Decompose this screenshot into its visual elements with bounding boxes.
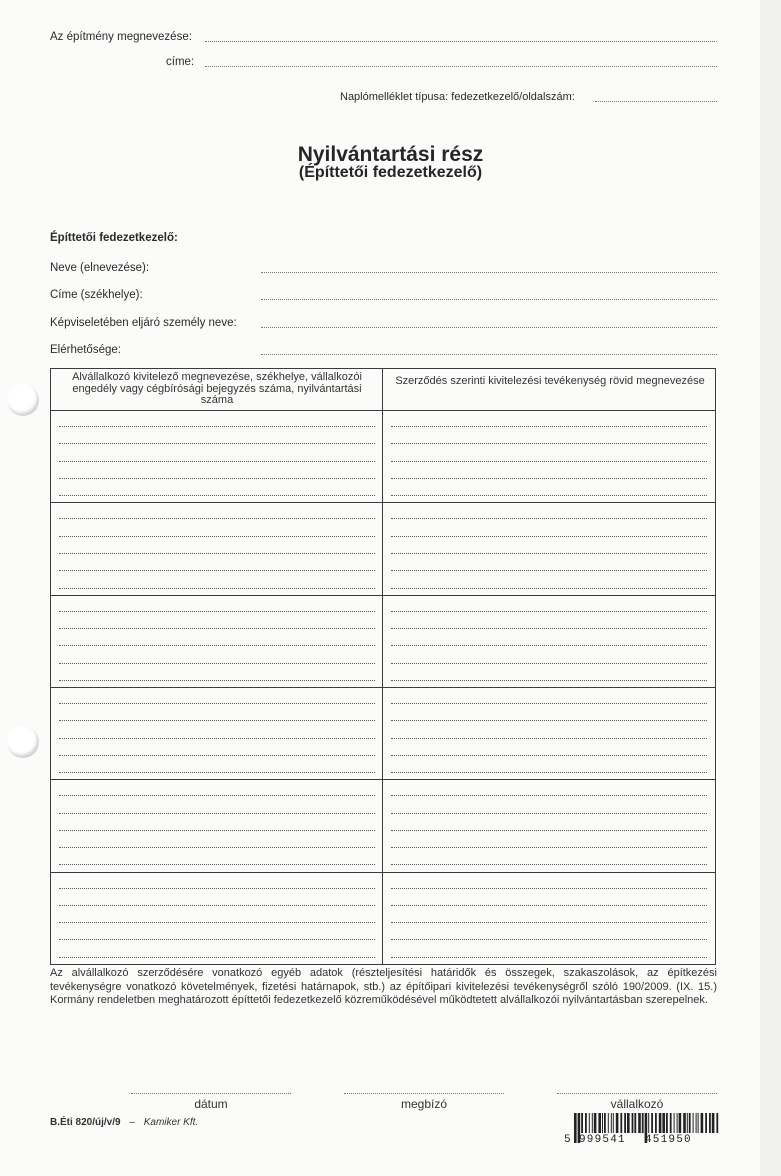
activity-entry-line[interactable] [391, 461, 707, 462]
barcode-bar [659, 1113, 662, 1133]
barcode-bar [642, 1113, 644, 1133]
barcode-bar [674, 1113, 675, 1133]
barcode-bar [608, 1113, 609, 1133]
barcode [563, 1113, 719, 1143]
barcode-bar [689, 1113, 691, 1133]
row-divider [51, 687, 715, 688]
client-signature-line[interactable] [344, 1093, 504, 1094]
barcode-bar [716, 1113, 718, 1133]
custodian-address-field[interactable] [261, 299, 717, 300]
annex-type-label: Naplómelléklet típusa: fedezetkezelő/oldalszám: [340, 91, 575, 103]
column-divider [382, 369, 383, 964]
address-field[interactable] [205, 66, 717, 67]
barcode-bar [705, 1113, 707, 1133]
barcode-bar [679, 1113, 682, 1133]
subcontractor-entry-line[interactable] [59, 663, 375, 664]
punch-hole [7, 384, 39, 416]
barcode-bar [634, 1113, 636, 1133]
activity-entry-line[interactable] [391, 795, 707, 796]
barcode-bar [677, 1113, 678, 1133]
contractor-label: vállalkozó [610, 1097, 664, 1111]
page-title: Nyilvántartási rész [297, 143, 484, 166]
barcode-bar [616, 1113, 619, 1133]
subcontractor-entry-line[interactable] [59, 813, 375, 814]
subcontractor-entry-line[interactable] [59, 570, 375, 571]
barcode-bar [581, 1113, 583, 1133]
subcontractor-entry-line[interactable] [59, 888, 375, 889]
subcontractor-entry-line[interactable] [59, 864, 375, 865]
barcode-bar [698, 1113, 699, 1133]
barcode-bar [655, 1113, 657, 1133]
row-divider [51, 872, 715, 873]
barcode-bar [604, 1113, 606, 1133]
subcontractor-entry-line[interactable] [59, 755, 375, 756]
barcode-bar [589, 1113, 590, 1133]
row-divider [51, 779, 715, 780]
punch-hole [7, 726, 39, 758]
barcode-bar [611, 1113, 612, 1133]
barcode-bar [574, 1113, 577, 1143]
activity-entry-line[interactable] [391, 680, 707, 681]
subcontractor-entry-line[interactable] [59, 830, 375, 831]
activity-entry-line[interactable] [391, 830, 707, 831]
subcontractor-entry-line[interactable] [59, 703, 375, 704]
activity-entry-line[interactable] [391, 720, 707, 721]
barcode-bar [648, 1113, 649, 1133]
section-title: Építtetői fedezetkezelő: [50, 232, 178, 244]
subcontractor-entry-line[interactable] [59, 957, 375, 958]
activity-entry-line[interactable] [391, 738, 707, 739]
subcontractor-entry-line[interactable] [59, 495, 375, 496]
subcontractor-entry-line[interactable] [59, 443, 375, 444]
subcontractor-entry-line[interactable] [59, 905, 375, 906]
activity-entry-line[interactable] [391, 611, 707, 612]
barcode-bar [638, 1113, 641, 1133]
activity-entry-line[interactable] [391, 518, 707, 519]
separator: – [129, 1117, 135, 1128]
row-divider [51, 595, 715, 596]
activity-entry-line[interactable] [391, 426, 707, 427]
subcontractor-entry-line[interactable] [59, 536, 375, 537]
barcode-bar [602, 1113, 603, 1133]
contractor-signature-line[interactable] [557, 1093, 717, 1094]
activity-entry-line[interactable] [391, 553, 707, 554]
activity-entry-line[interactable] [391, 443, 707, 444]
activity-entry-line[interactable] [391, 847, 707, 848]
activity-entry-line[interactable] [391, 570, 707, 571]
page-subtitle: (Építtetői fedezetkezelő) [298, 164, 483, 181]
subcontractor-entry-line[interactable] [59, 772, 375, 773]
publisher: Kamiker Kft. [143, 1117, 199, 1128]
barcode-bar [693, 1113, 694, 1133]
subcontractor-entry-line[interactable] [59, 720, 375, 721]
activity-entry-line[interactable] [391, 495, 707, 496]
subcontractor-entry-line[interactable] [59, 738, 375, 739]
subcontractor-entry-line[interactable] [59, 847, 375, 848]
barcode-bar [585, 1113, 587, 1133]
subcontractor-entry-line[interactable] [59, 645, 375, 646]
barcode-bar [620, 1113, 622, 1133]
barcode-bar [666, 1113, 668, 1133]
barcode-bar [651, 1113, 653, 1133]
activity-entry-line[interactable] [391, 888, 707, 889]
annex-type-field[interactable] [595, 101, 717, 102]
row-divider [51, 410, 715, 411]
subcontractor-entry-line[interactable] [59, 588, 375, 589]
activity-entry-line[interactable] [391, 939, 707, 940]
barcode-digits-left: 999541 [579, 1134, 626, 1143]
client-label: megbízó [400, 1097, 448, 1111]
date-signature-line[interactable] [131, 1093, 291, 1094]
custodian-address-label: Címe (székhelye): [50, 289, 143, 301]
barcode-bar [712, 1113, 715, 1133]
activity-entry-line[interactable] [391, 957, 707, 958]
activity-entry-line[interactable] [391, 536, 707, 537]
barcode-digit: 5 [564, 1134, 571, 1143]
activity-entry-line[interactable] [391, 755, 707, 756]
subcontractor-entry-line[interactable] [59, 795, 375, 796]
barcode-bar [683, 1113, 686, 1133]
form-code: B.Éti 820/új/v/9 [50, 1117, 121, 1128]
barcode-bar [687, 1113, 688, 1133]
activity-entry-line[interactable] [391, 588, 707, 589]
subcontractor-entry-line[interactable] [59, 426, 375, 427]
barcode-bar [632, 1113, 634, 1133]
barcode-bar [709, 1113, 711, 1133]
activity-entry-line[interactable] [391, 813, 707, 814]
subcontractor-entry-line[interactable] [59, 680, 375, 681]
barcode-bar [701, 1113, 704, 1133]
address-label: címe: [166, 56, 195, 68]
activity-entry-line[interactable] [391, 663, 707, 664]
barcode-bar [624, 1113, 626, 1133]
subcontractor-entry-line[interactable] [59, 611, 375, 612]
contact-label: Elérhetősége: [50, 344, 121, 356]
subcontractor-entry-line[interactable] [59, 518, 375, 519]
activity-entry-line[interactable] [391, 922, 707, 923]
column-header-activity: Szerződés szerinti kivitelezési tevékenység rövid megnevezése [395, 375, 705, 387]
representative-field[interactable] [261, 327, 717, 328]
representative-label: Képviseletében eljáró személy neve: [50, 317, 237, 329]
barcode-bar [594, 1113, 597, 1133]
building-name-label: Az építmény megnevezése: [50, 31, 192, 43]
activity-entry-line[interactable] [391, 772, 707, 773]
barcode-bar [696, 1113, 697, 1133]
barcode-digits-right: 451950 [645, 1134, 692, 1143]
custodian-name-label: Neve (elnevezése): [50, 262, 150, 274]
custodian-name-field[interactable] [261, 272, 717, 273]
barcode-bar [662, 1113, 665, 1133]
activity-entry-line[interactable] [391, 478, 707, 479]
row-divider [51, 502, 715, 503]
subcontractor-entry-line[interactable] [59, 628, 375, 629]
contact-field[interactable] [261, 354, 717, 355]
barcode-bar [670, 1113, 672, 1133]
activity-entry-line[interactable] [391, 628, 707, 629]
subcontractor-entry-line[interactable] [59, 461, 375, 462]
subcontractor-entry-line[interactable] [59, 939, 375, 940]
subcontractor-entry-line[interactable] [59, 553, 375, 554]
column-header-subcontractor: Alvállalkozó kivitelező megnevezése, székhelye, vállalkozói engedély vagy cégbírósági bejegyzés száma, nyilvántartási száma [72, 371, 362, 406]
barcode-bar [592, 1113, 593, 1133]
barcode-bar [627, 1113, 630, 1133]
date-label: dátum [194, 1097, 228, 1111]
subcontractor-entry-line[interactable] [59, 922, 375, 923]
barcode-bar [613, 1113, 614, 1133]
barcode-bar [598, 1113, 601, 1133]
building-name-field[interactable] [205, 41, 717, 42]
form-code-line [50, 1117, 198, 1128]
note-paragraph: Az alvállalkozó szerződésére vonatkozó egyéb adatok (részteljesítési határidők és összegek, szakaszolások, az építkezési tevékenységre vonatkozó követelmények, fizetési határnapok, stb.) az építőipari kivitelezési tevékenységről szóló 190/2009. (IX. 15.) Kormány rendeletben meghatározott építtetői fedezetkezelő közreműködésével működtetett alvállalkozói nyilvántartásban szerepelnek. [50, 967, 717, 1006]
subcontractor-entry-line[interactable] [59, 478, 375, 479]
activity-entry-line[interactable] [391, 645, 707, 646]
subcontractor-table [50, 368, 716, 965]
activity-entry-line[interactable] [391, 905, 707, 906]
activity-entry-line[interactable] [391, 703, 707, 704]
activity-entry-line[interactable] [391, 864, 707, 865]
